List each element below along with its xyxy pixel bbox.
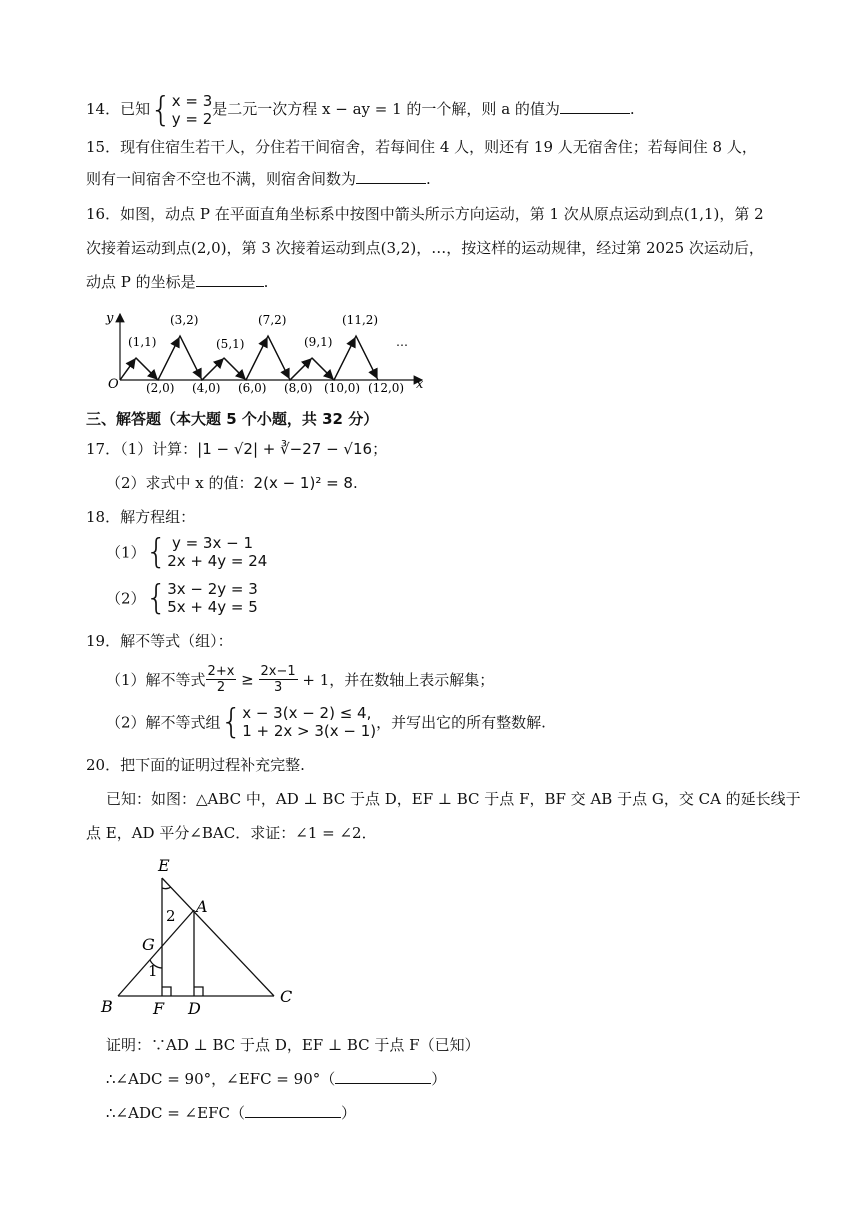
- point-c: C: [280, 987, 293, 1006]
- y-axis-label: y: [106, 311, 114, 326]
- q17-part2: [106, 472, 358, 494]
- brace-icon: {: [145, 532, 168, 572]
- proof-line3-close: ）: [340, 1104, 356, 1122]
- point-g: G: [142, 935, 155, 954]
- brace-icon: {: [150, 90, 172, 130]
- proof-reason-blank-2: [245, 1103, 341, 1118]
- segment-ba: [118, 910, 194, 996]
- point-label-3-2: (3,2): [170, 313, 199, 327]
- triangle-figure: [96, 850, 306, 1022]
- q18-p2-eq1: 3x − 2y = 3: [167, 580, 258, 598]
- ge-sign: ≥: [236, 670, 259, 689]
- q19-p2-pre: （2）解不等式组: [106, 713, 221, 732]
- fraction-1-denominator: 2: [216, 680, 226, 695]
- q19-p2-eq1: x − 3(x − 2) ≤ 4,: [242, 704, 372, 722]
- q18-p1-system: [167, 534, 267, 570]
- q18-p2-label: （2）: [106, 589, 146, 608]
- proof-reason-blank-1: [335, 1069, 431, 1084]
- q14-text: 是二元一次方程 x − ay = 1 的一个解，则 a 的值为: [212, 100, 560, 118]
- q17-part1: [86, 438, 387, 460]
- q18-p1-eq1: y = 3x − 1: [167, 534, 254, 552]
- proof-line3-text: ∴∠ADC = ∠EFC（: [106, 1104, 245, 1122]
- point-label-1-1: (1,1): [128, 335, 157, 349]
- point-d: D: [188, 999, 201, 1018]
- q16-line2: 次接着运动到点(2,0)，第 3 次接着运动到点(3,2)，…，按这样的运动规律，经过第 2025 次运动后，: [86, 239, 764, 257]
- q14-system: [172, 92, 213, 128]
- point-a: A: [196, 897, 208, 916]
- q19-title: 19．解不等式（组）：: [86, 632, 233, 650]
- q15-answer-blank: [356, 169, 426, 184]
- q14-eq2: y = 2: [171, 110, 213, 128]
- proof-line1: 证明：∵AD ⊥ BC 于点 D，EF ⊥ BC 于点 F（已知）: [106, 1036, 480, 1054]
- x-axis-label: x: [416, 377, 424, 392]
- q15-end: .: [426, 170, 431, 188]
- angle-2-label: 2: [166, 907, 176, 925]
- q14-end: .: [629, 100, 635, 118]
- q18-p1-label: （1）: [106, 543, 146, 562]
- q14-number: 14．已知: [86, 100, 151, 118]
- q19-part2: [106, 704, 546, 740]
- q18-part2: [106, 580, 258, 616]
- q19-p2-post: ，并写出它的所有整数解.: [376, 713, 546, 732]
- q14-eq1: x = 3: [171, 92, 213, 110]
- right-angle-f: [162, 987, 171, 996]
- q17-expr1: |1 − √2| + ∛−27 − √16；: [197, 440, 388, 458]
- q16-line1: 16．如图，动点 P 在平面直角坐标系中按图中箭头所示方向运动，第 1 次从原点运动到点(1,1)，第 2: [86, 205, 764, 223]
- ellipsis: …: [396, 335, 408, 349]
- q19-p1-post: + 1，并在数轴上表示解集；: [297, 671, 495, 689]
- q18-title: 18．解方程组：: [86, 508, 196, 526]
- proof-line2-close: ）: [431, 1070, 447, 1088]
- brace-icon: {: [145, 578, 168, 618]
- segment-ec: [162, 878, 274, 996]
- q16-end: .: [263, 273, 269, 291]
- q18-p2-system: [167, 580, 258, 616]
- point-label-8-0: (8,0): [284, 381, 313, 395]
- proof-line3: [106, 1102, 356, 1124]
- fraction-2: [259, 664, 298, 695]
- q16-line3: [86, 271, 268, 293]
- point-label-7-2: (7,2): [258, 313, 287, 327]
- proof-line2-text: ∴∠ADC = 90°，∠EFC = 90°（: [106, 1070, 336, 1088]
- point-label-9-1: (9,1): [304, 335, 333, 349]
- origin-label: O: [108, 377, 119, 392]
- q15-line1: 15．现有住宿生若干人，分住若干间宿舍，若每间住 4 人，则还有 19 人无宿舍住；若每间住 8 人，: [86, 138, 757, 156]
- fraction-1-numerator: 2+x: [207, 664, 235, 679]
- proof-line2: [106, 1068, 446, 1090]
- point-label-11-2: (11,2): [342, 313, 379, 327]
- q14-answer-blank: [560, 99, 630, 114]
- coordinate-zigzag-figure: [100, 308, 430, 396]
- point-label-4-0: (4,0): [192, 381, 221, 395]
- q15-line2: [86, 168, 431, 190]
- fraction-2-numerator: 2x−1: [260, 664, 296, 679]
- angle-2-arc: [162, 887, 171, 889]
- q19-part1: [106, 664, 494, 695]
- point-label-5-1: (5,1): [216, 337, 245, 351]
- point-label-6-0: (6,0): [238, 381, 267, 395]
- q20-title: 20．把下面的证明过程补充完整.: [86, 756, 305, 774]
- q19-p2-system: [242, 704, 376, 740]
- q18-p2-eq2: 5x + 4y = 5: [167, 598, 258, 616]
- point-label-10-0: (10,0): [324, 381, 361, 395]
- angle-1-label: 1: [148, 962, 158, 980]
- q17-number: 17．（1）计算：: [86, 440, 198, 458]
- q18-p1-eq2: 2x + 4y = 24: [167, 552, 268, 570]
- point-label-12-0: (12,0): [368, 381, 405, 395]
- point-label-2-0: (2,0): [146, 381, 175, 395]
- q17-part2-text: （2）求式中 x 的值：: [106, 474, 254, 492]
- q15-text: 则有一间宿舍不空也不满，则宿舍间数为: [86, 170, 357, 188]
- brace-icon: {: [220, 702, 243, 742]
- question-14: [86, 92, 635, 128]
- point-f: F: [153, 999, 165, 1018]
- q19-p1-pre: （1）解不等式: [106, 671, 206, 689]
- right-angle-d: [194, 987, 203, 996]
- fraction-1: [206, 664, 237, 695]
- point-e: E: [158, 856, 170, 875]
- fraction-2-denominator: 3: [273, 680, 283, 695]
- q19-p2-eq2: 1 + 2x > 3(x − 1): [242, 722, 377, 740]
- point-b: B: [101, 997, 113, 1016]
- q20-given-line1: 已知：如图：△ABC 中，AD ⊥ BC 于点 D，EF ⊥ BC 于点 F，BF 交 AB 于点 G，交 CA 的延长线于: [106, 790, 801, 808]
- q20-given-line2: 点 E，AD 平分∠BAC．求证：∠1 = ∠2．: [86, 824, 377, 842]
- q17-expr2: 2(x − 1)² = 8.: [253, 474, 358, 492]
- q16-answer-blank: [196, 272, 264, 287]
- q16-text: 动点 P 的坐标是: [86, 273, 196, 291]
- section-3-title: 三、解答题（本大题 5 个小题，共 32 分）: [86, 410, 379, 428]
- q18-part1: [106, 534, 267, 570]
